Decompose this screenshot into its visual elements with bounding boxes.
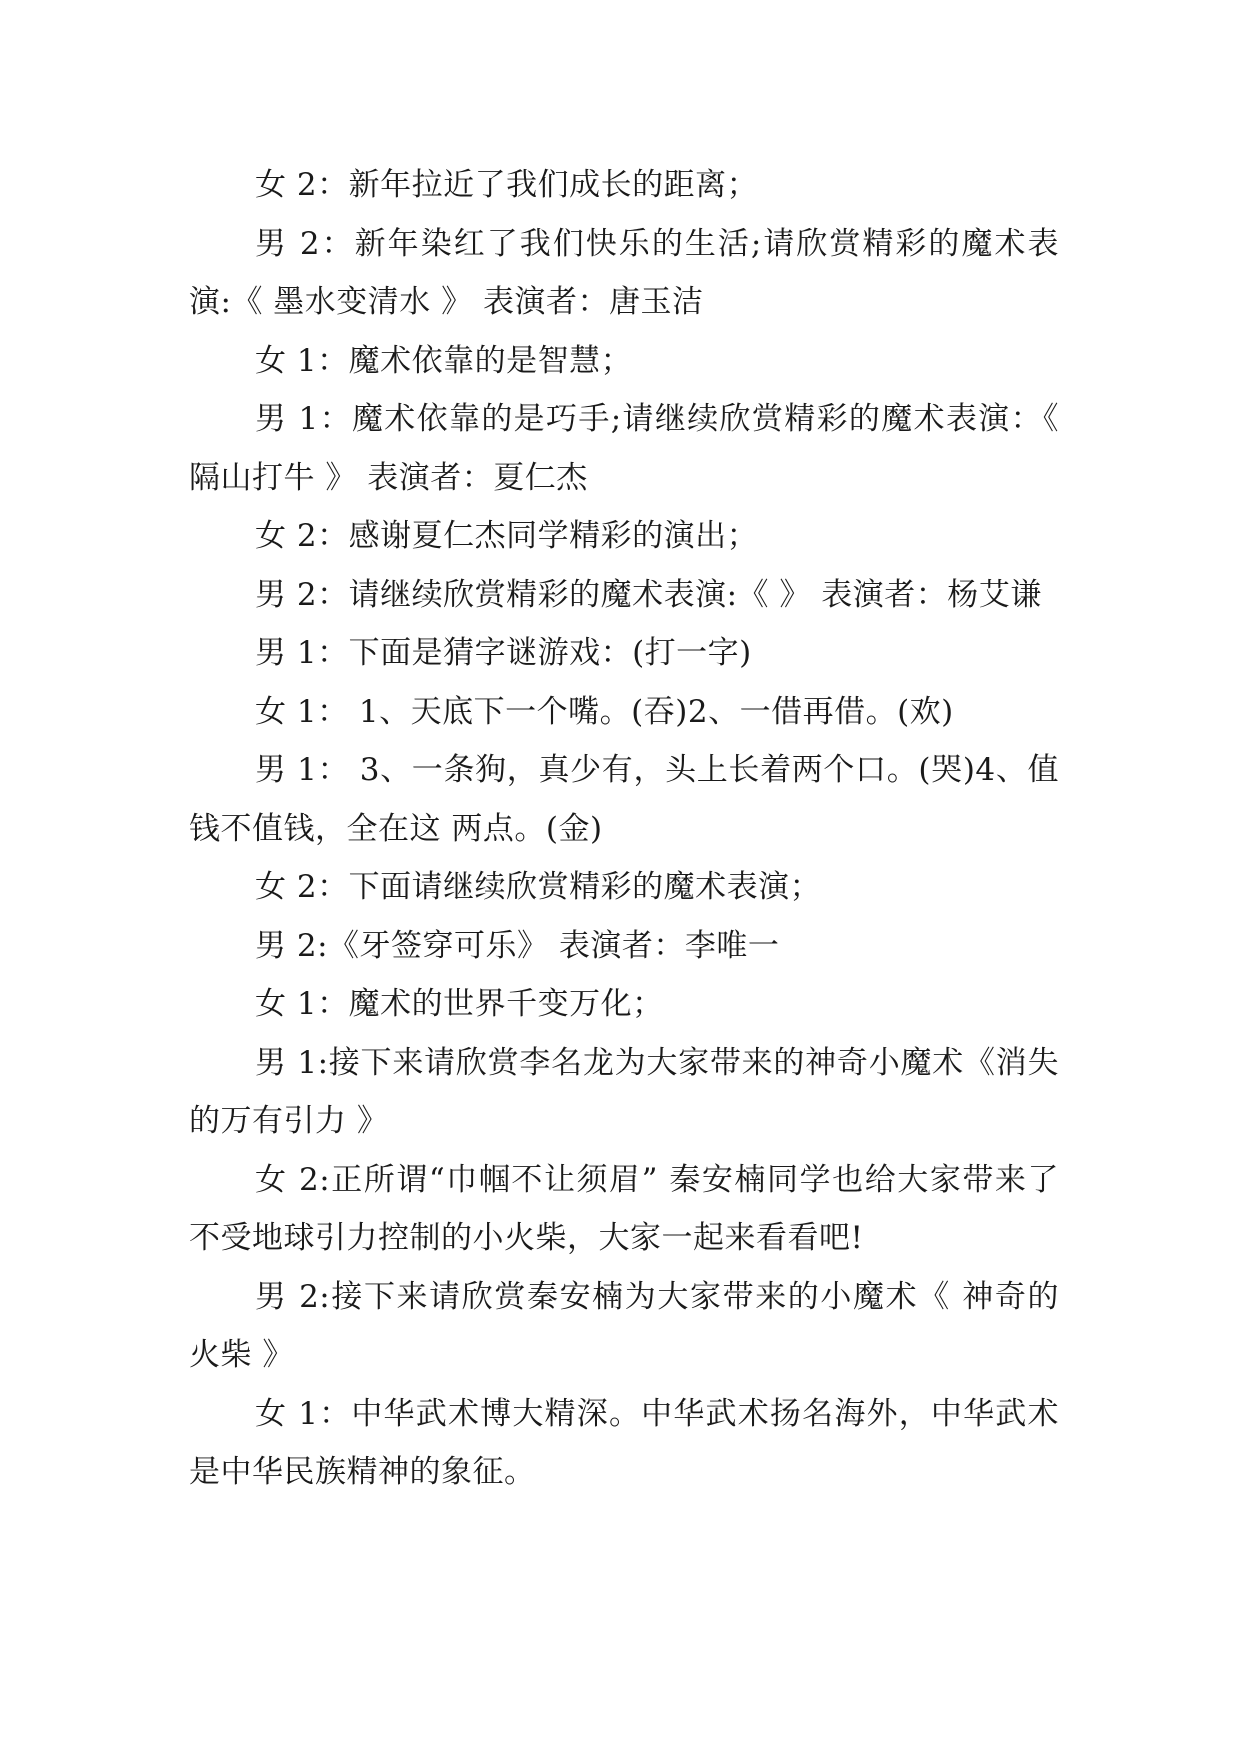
paragraph-10: 女 2：下面请继续欣赏精彩的魔术表演； (255, 869, 822, 905)
paragraph-11: 男 2:《牙签穿可乐》 表演者：李唯一 (255, 927, 780, 964)
paragraph-7: 男 1：下面是猜字谜游戏：(打一字) (255, 635, 752, 671)
paragraph-6: 男 2：请继续欣赏精彩的魔术表演:《 》 表演者：杨艾谦 (255, 576, 1042, 613)
paragraph-2: 男 2：新年染红了我们快乐的生活;请欣赏精彩的魔术表演:《 墨水变清水 》 表演者：唐玉洁 (189, 225, 1059, 320)
paragraph-4: 男 1：魔术依靠的是巧手;请继续欣赏精彩的魔术表演：《 隔山打牛 》 表演者：夏仁杰 (189, 401, 1059, 496)
paragraph-1: 女 2：新年拉近了我们成长的距离； (255, 167, 759, 203)
paragraph-13: 男 1:接下来请欣赏李名龙为大家带来的神奇小魔术《消失的万有引力 》 (189, 1044, 1059, 1139)
paragraph-14: 女 2:正所谓“巾帼不让须眉” 秦安楠同学也给大家带来了不受地球引力控制的小火柴，大家一起来看看吧! (189, 1161, 1059, 1256)
paragraph-9: 男 1： 3、一条狗，真少有，头上长着两个口。(哭)4、值钱不值钱，全在这 两点。(金) (189, 752, 1059, 847)
paragraph-5: 女 2：感谢夏仁杰同学精彩的演出； (255, 518, 759, 554)
paragraph-8: 女 1： 1、天底下一个嘴。(吞)2、一借再借。(欢) (255, 693, 954, 730)
document-body (189, 156, 1059, 1502)
paragraph-12: 女 1：魔术的世界千变万化； (255, 986, 664, 1022)
paragraph-3: 女 1：魔术依靠的是智慧； (255, 342, 633, 379)
paragraph-15: 男 2:接下来请欣赏秦安楠为大家带来的小魔术《 神奇的火柴 》 (189, 1278, 1059, 1373)
paragraph-16: 女 1：中华武术博大精深。中华武术扬名海外，中华武术是中华民族精神的象征。 (189, 1395, 1059, 1490)
